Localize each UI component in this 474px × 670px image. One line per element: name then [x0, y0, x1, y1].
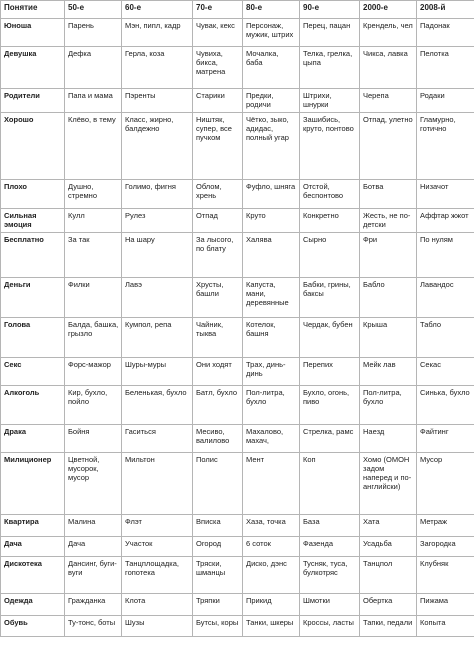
slang-cell-50s: Душно, стремно	[65, 180, 122, 209]
slang-cell-50s: Филки	[65, 278, 122, 318]
slang-cell-2000s: Ботва	[360, 180, 417, 209]
table-row	[1, 594, 474, 616]
slang-cell-70s: Чувак, кекс	[193, 19, 243, 47]
slang-cell-50s: Дача	[65, 537, 122, 557]
slang-cell-90s: Телка, грелка, цыпа	[300, 47, 360, 89]
slang-cell-2000s: Тапки, педали	[360, 616, 417, 637]
slang-cell-2008: Низачот	[417, 180, 474, 209]
concept-cell: Дача	[1, 537, 65, 557]
concept-cell: Девушка	[1, 47, 65, 89]
slang-cell-2000s: Танцпол	[360, 557, 417, 594]
slang-cell-90s: Перепих	[300, 358, 360, 386]
slang-cell-70s: Ништяк, супер, все пучком	[193, 113, 243, 180]
slang-cell-80s: Прикид	[243, 594, 300, 616]
table-row	[1, 515, 474, 537]
table-row	[1, 557, 474, 594]
slang-cell-2000s: Крендель, чел	[360, 19, 417, 47]
concept-cell: Бесплатно	[1, 233, 65, 278]
concept-cell: Драка	[1, 425, 65, 453]
concept-cell: Дискотека	[1, 557, 65, 594]
slang-cell-90s: Штрихи, шнурки	[300, 89, 360, 113]
slang-cell-2000s: Жесть, не по-детски	[360, 209, 417, 233]
table-row	[1, 180, 474, 209]
slang-cell-80s: Круто	[243, 209, 300, 233]
slang-cell-50s: Папа и мама	[65, 89, 122, 113]
slang-cell-50s: Кир, бухло, пойло	[65, 386, 122, 425]
slang-cell-70s: Полис	[193, 453, 243, 515]
slang-cell-80s: Мент	[243, 453, 300, 515]
slang-cell-2000s: Усадьба	[360, 537, 417, 557]
header-row	[1, 1, 474, 19]
slang-cell-2008: По нулям	[417, 233, 474, 278]
slang-cell-2000s: Чикса, лавка	[360, 47, 417, 89]
slang-cell-2000s: Крыша	[360, 318, 417, 358]
slang-cell-70s: Месиво, валилово	[193, 425, 243, 453]
slang-cell-90s: Конкретно	[300, 209, 360, 233]
slang-cell-50s: Балда, башка, грызло	[65, 318, 122, 358]
slang-cell-80s: Персонаж, мужик, штрих	[243, 19, 300, 47]
header-90s: 90-е	[300, 1, 360, 19]
slang-cell-70s: Тряски, шманцы	[193, 557, 243, 594]
slang-cell-90s: Бабки, грины, баксы	[300, 278, 360, 318]
slang-cell-2000s: Бабло	[360, 278, 417, 318]
concept-cell: Милиционер	[1, 453, 65, 515]
table-row	[1, 318, 474, 358]
slang-cell-2008: Метраж	[417, 515, 474, 537]
header-2008: 2008-й	[417, 1, 474, 19]
slang-cell-2008: Файтинг	[417, 425, 474, 453]
slang-cell-2008: Пелотка	[417, 47, 474, 89]
table-row	[1, 358, 474, 386]
concept-cell: Одежда	[1, 594, 65, 616]
slang-cell-70s: Огород	[193, 537, 243, 557]
concept-cell: Хорошо	[1, 113, 65, 180]
slang-cell-80s: 6 соток	[243, 537, 300, 557]
slang-cell-80s: Хаза, точка	[243, 515, 300, 537]
slang-cell-90s: Бухло, огонь, пиво	[300, 386, 360, 425]
header-60s: 60-е	[122, 1, 193, 19]
slang-cell-2008: Синька, бухло	[417, 386, 474, 425]
slang-cell-50s: Ту-тонс, боты	[65, 616, 122, 637]
slang-cell-90s: Чердак, бубен	[300, 318, 360, 358]
concept-cell: Родители	[1, 89, 65, 113]
concept-cell: Секс	[1, 358, 65, 386]
slang-cell-50s: Малина	[65, 515, 122, 537]
slang-cell-60s: На шару	[122, 233, 193, 278]
slang-cell-50s: Дансинг, буги-вуги	[65, 557, 122, 594]
slang-cell-50s: Клёво, в тему	[65, 113, 122, 180]
slang-cell-60s: Класс, жирно, балдежно	[122, 113, 193, 180]
slang-cell-80s: Трах, динь-динь	[243, 358, 300, 386]
slang-cell-70s: Старики	[193, 89, 243, 113]
slang-cell-80s: Чётко, зыко, адидас, полный угар	[243, 113, 300, 180]
slang-cell-90s: Фазенда	[300, 537, 360, 557]
slang-cell-80s: Диско, дэнс	[243, 557, 300, 594]
slang-cell-2000s: Отпад, улетно	[360, 113, 417, 180]
slang-cell-60s: Беленькая, бухло	[122, 386, 193, 425]
table-row	[1, 89, 474, 113]
slang-cell-50s: Дефка	[65, 47, 122, 89]
slang-cell-50s: Бойня	[65, 425, 122, 453]
slang-cell-70s: Отпад	[193, 209, 243, 233]
table-row	[1, 537, 474, 557]
slang-cell-60s: Шузы	[122, 616, 193, 637]
slang-cell-60s: Голимо, фигня	[122, 180, 193, 209]
slang-cell-2000s: Пол-литра, бухло	[360, 386, 417, 425]
concept-cell: Деньги	[1, 278, 65, 318]
table-row	[1, 19, 474, 47]
slang-cell-2000s: Черепа	[360, 89, 417, 113]
slang-cell-70s: Хрусты, башли	[193, 278, 243, 318]
slang-cell-80s: Котелок, башня	[243, 318, 300, 358]
slang-cell-60s: Шуры-муры	[122, 358, 193, 386]
table-row	[1, 453, 474, 515]
slang-cell-60s: Кумпол, репа	[122, 318, 193, 358]
slang-cell-80s: Халява	[243, 233, 300, 278]
table-row	[1, 209, 474, 233]
slang-cell-2008: Загородка	[417, 537, 474, 557]
slang-cell-90s: Сырно	[300, 233, 360, 278]
slang-cell-60s: Лавэ	[122, 278, 193, 318]
table-row	[1, 47, 474, 89]
header-concept: Понятие	[1, 1, 65, 19]
slang-cell-90s: Зашибись, круто, понтово	[300, 113, 360, 180]
slang-cell-70s: Чайник, тыква	[193, 318, 243, 358]
slang-cell-2000s: Мейк лав	[360, 358, 417, 386]
slang-cell-2008: Родаки	[417, 89, 474, 113]
slang-cell-60s: Пэренты	[122, 89, 193, 113]
concept-cell: Алкоголь	[1, 386, 65, 425]
table-row	[1, 425, 474, 453]
slang-cell-2000s: Фри	[360, 233, 417, 278]
slang-cell-60s: Герла, коза	[122, 47, 193, 89]
slang-cell-70s: За лысого, по блату	[193, 233, 243, 278]
slang-cell-60s: Танцплощадка, гопотека	[122, 557, 193, 594]
slang-cell-50s: За так	[65, 233, 122, 278]
table-row	[1, 233, 474, 278]
slang-cell-2000s: Обертка	[360, 594, 417, 616]
concept-cell: Обувь	[1, 616, 65, 637]
slang-cell-90s: Отстой, беспонтово	[300, 180, 360, 209]
slang-cell-2008: Клубняк	[417, 557, 474, 594]
slang-cell-60s: Флэт	[122, 515, 193, 537]
slang-cell-50s: Форс-мажор	[65, 358, 122, 386]
slang-cell-80s: Капуста, мани, деревянные	[243, 278, 300, 318]
slang-cell-2000s: Хомо (ОМОН задом наперед и по-английски)	[360, 453, 417, 515]
slang-cell-60s: Мэн, пипл, кадр	[122, 19, 193, 47]
concept-cell: Плохо	[1, 180, 65, 209]
slang-cell-50s: Кулл	[65, 209, 122, 233]
slang-cell-80s: Пол-литра, бухло	[243, 386, 300, 425]
concept-cell: Сильная эмоция	[1, 209, 65, 233]
slang-cell-80s: Махалово, махач,	[243, 425, 300, 453]
slang-cell-2008: Гламурно, готично	[417, 113, 474, 180]
slang-cell-2008: Аффтар жжот	[417, 209, 474, 233]
slang-cell-2000s: Хата	[360, 515, 417, 537]
slang-cell-50s: Гражданка	[65, 594, 122, 616]
slang-cell-90s: База	[300, 515, 360, 537]
slang-cell-70s: Они ходят	[193, 358, 243, 386]
slang-cell-70s: Бутсы, коры	[193, 616, 243, 637]
slang-cell-2008: Лавандос	[417, 278, 474, 318]
slang-cell-70s: Чувиха, бикса, матрена	[193, 47, 243, 89]
slang-cell-80s: Предки, родичи	[243, 89, 300, 113]
table-row	[1, 616, 474, 637]
slang-cell-70s: Тряпки	[193, 594, 243, 616]
slang-cell-50s: Парень	[65, 19, 122, 47]
slang-cell-90s: Тусняк, туса, булкотряс	[300, 557, 360, 594]
header-2000s: 2000-е	[360, 1, 417, 19]
header-50s: 50-е	[65, 1, 122, 19]
concept-cell: Юноша	[1, 19, 65, 47]
slang-cell-90s: Кроссы, ласты	[300, 616, 360, 637]
slang-cell-2008: Падонак	[417, 19, 474, 47]
slang-cell-60s: Участок	[122, 537, 193, 557]
table-row	[1, 278, 474, 318]
slang-cell-50s: Цветной, мусорок, мусор	[65, 453, 122, 515]
slang-cell-70s: Вписка	[193, 515, 243, 537]
slang-cell-80s: Мочалка, баба	[243, 47, 300, 89]
slang-cell-70s: Батл, бухло	[193, 386, 243, 425]
slang-cell-60s: Мильтон	[122, 453, 193, 515]
slang-cell-90s: Коп	[300, 453, 360, 515]
concept-cell: Квартира	[1, 515, 65, 537]
table-row	[1, 113, 474, 180]
slang-cell-90s: Перец, пацан	[300, 19, 360, 47]
slang-cell-90s: Шмотки	[300, 594, 360, 616]
slang-cell-2008: Мусор	[417, 453, 474, 515]
slang-cell-2008: Копыта	[417, 616, 474, 637]
slang-cell-80s: Фуфло, шняга	[243, 180, 300, 209]
slang-cell-2000s: Наезд	[360, 425, 417, 453]
header-70s: 70-е	[193, 1, 243, 19]
slang-cell-70s: Облом, хрень	[193, 180, 243, 209]
concept-cell: Голова	[1, 318, 65, 358]
slang-cell-60s: Клота	[122, 594, 193, 616]
slang-cell-2008: Секас	[417, 358, 474, 386]
slang-cell-90s: Стрелка, рамс	[300, 425, 360, 453]
slang-cell-2008: Пижама	[417, 594, 474, 616]
slang-cell-60s: Гаситься	[122, 425, 193, 453]
header-80s: 80-е	[243, 1, 300, 19]
slang-cell-60s: Рулез	[122, 209, 193, 233]
slang-cell-2008: Табло	[417, 318, 474, 358]
table-row	[1, 386, 474, 425]
slang-cell-80s: Танки, шкеры	[243, 616, 300, 637]
